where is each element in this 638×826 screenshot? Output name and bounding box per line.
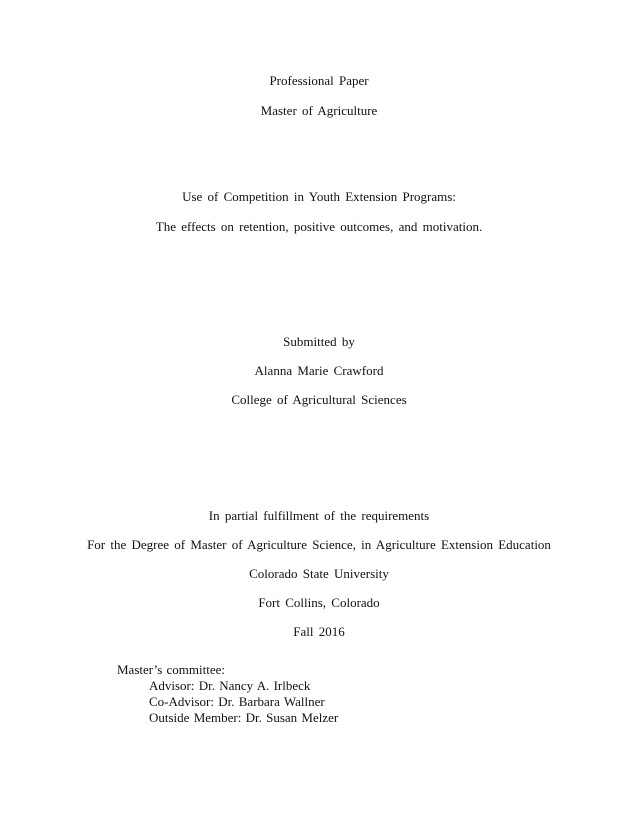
submitted-by-label: Submitted by [283, 334, 355, 349]
fulfillment-statement: In partial fulfillment of the requirements [208, 508, 430, 523]
degree-full: For the Degree of Master of Agriculture Science, in Agriculture Extension Education [87, 537, 551, 552]
college-name: College of Agricultural Sciences [231, 392, 407, 407]
committee-member-advisor: Advisor: Dr. Nancy A. Irlbeck [149, 678, 311, 693]
university-name: Colorado State University [249, 566, 389, 581]
document-type: Professional Paper [269, 73, 369, 88]
committee-member-co-advisor: Co-Advisor: Dr. Barbara Wallner [149, 694, 325, 709]
committee-block [117, 662, 338, 726]
committee-heading: Master’s committee: [117, 662, 225, 677]
paper-subtitle: The effects on retention, positive outcomes, and motivation. [155, 219, 483, 234]
committee-member-outside: Outside Member: Dr. Susan Melzer [149, 710, 339, 725]
paper-title: Use of Competition in Youth Extension Programs: [182, 189, 456, 204]
degree-short: Master of Agriculture [260, 103, 378, 118]
location: Fort Collins, Colorado [258, 595, 380, 610]
term: Fall 2016 [293, 624, 345, 639]
author-name: Alanna Marie Crawford [254, 363, 384, 378]
